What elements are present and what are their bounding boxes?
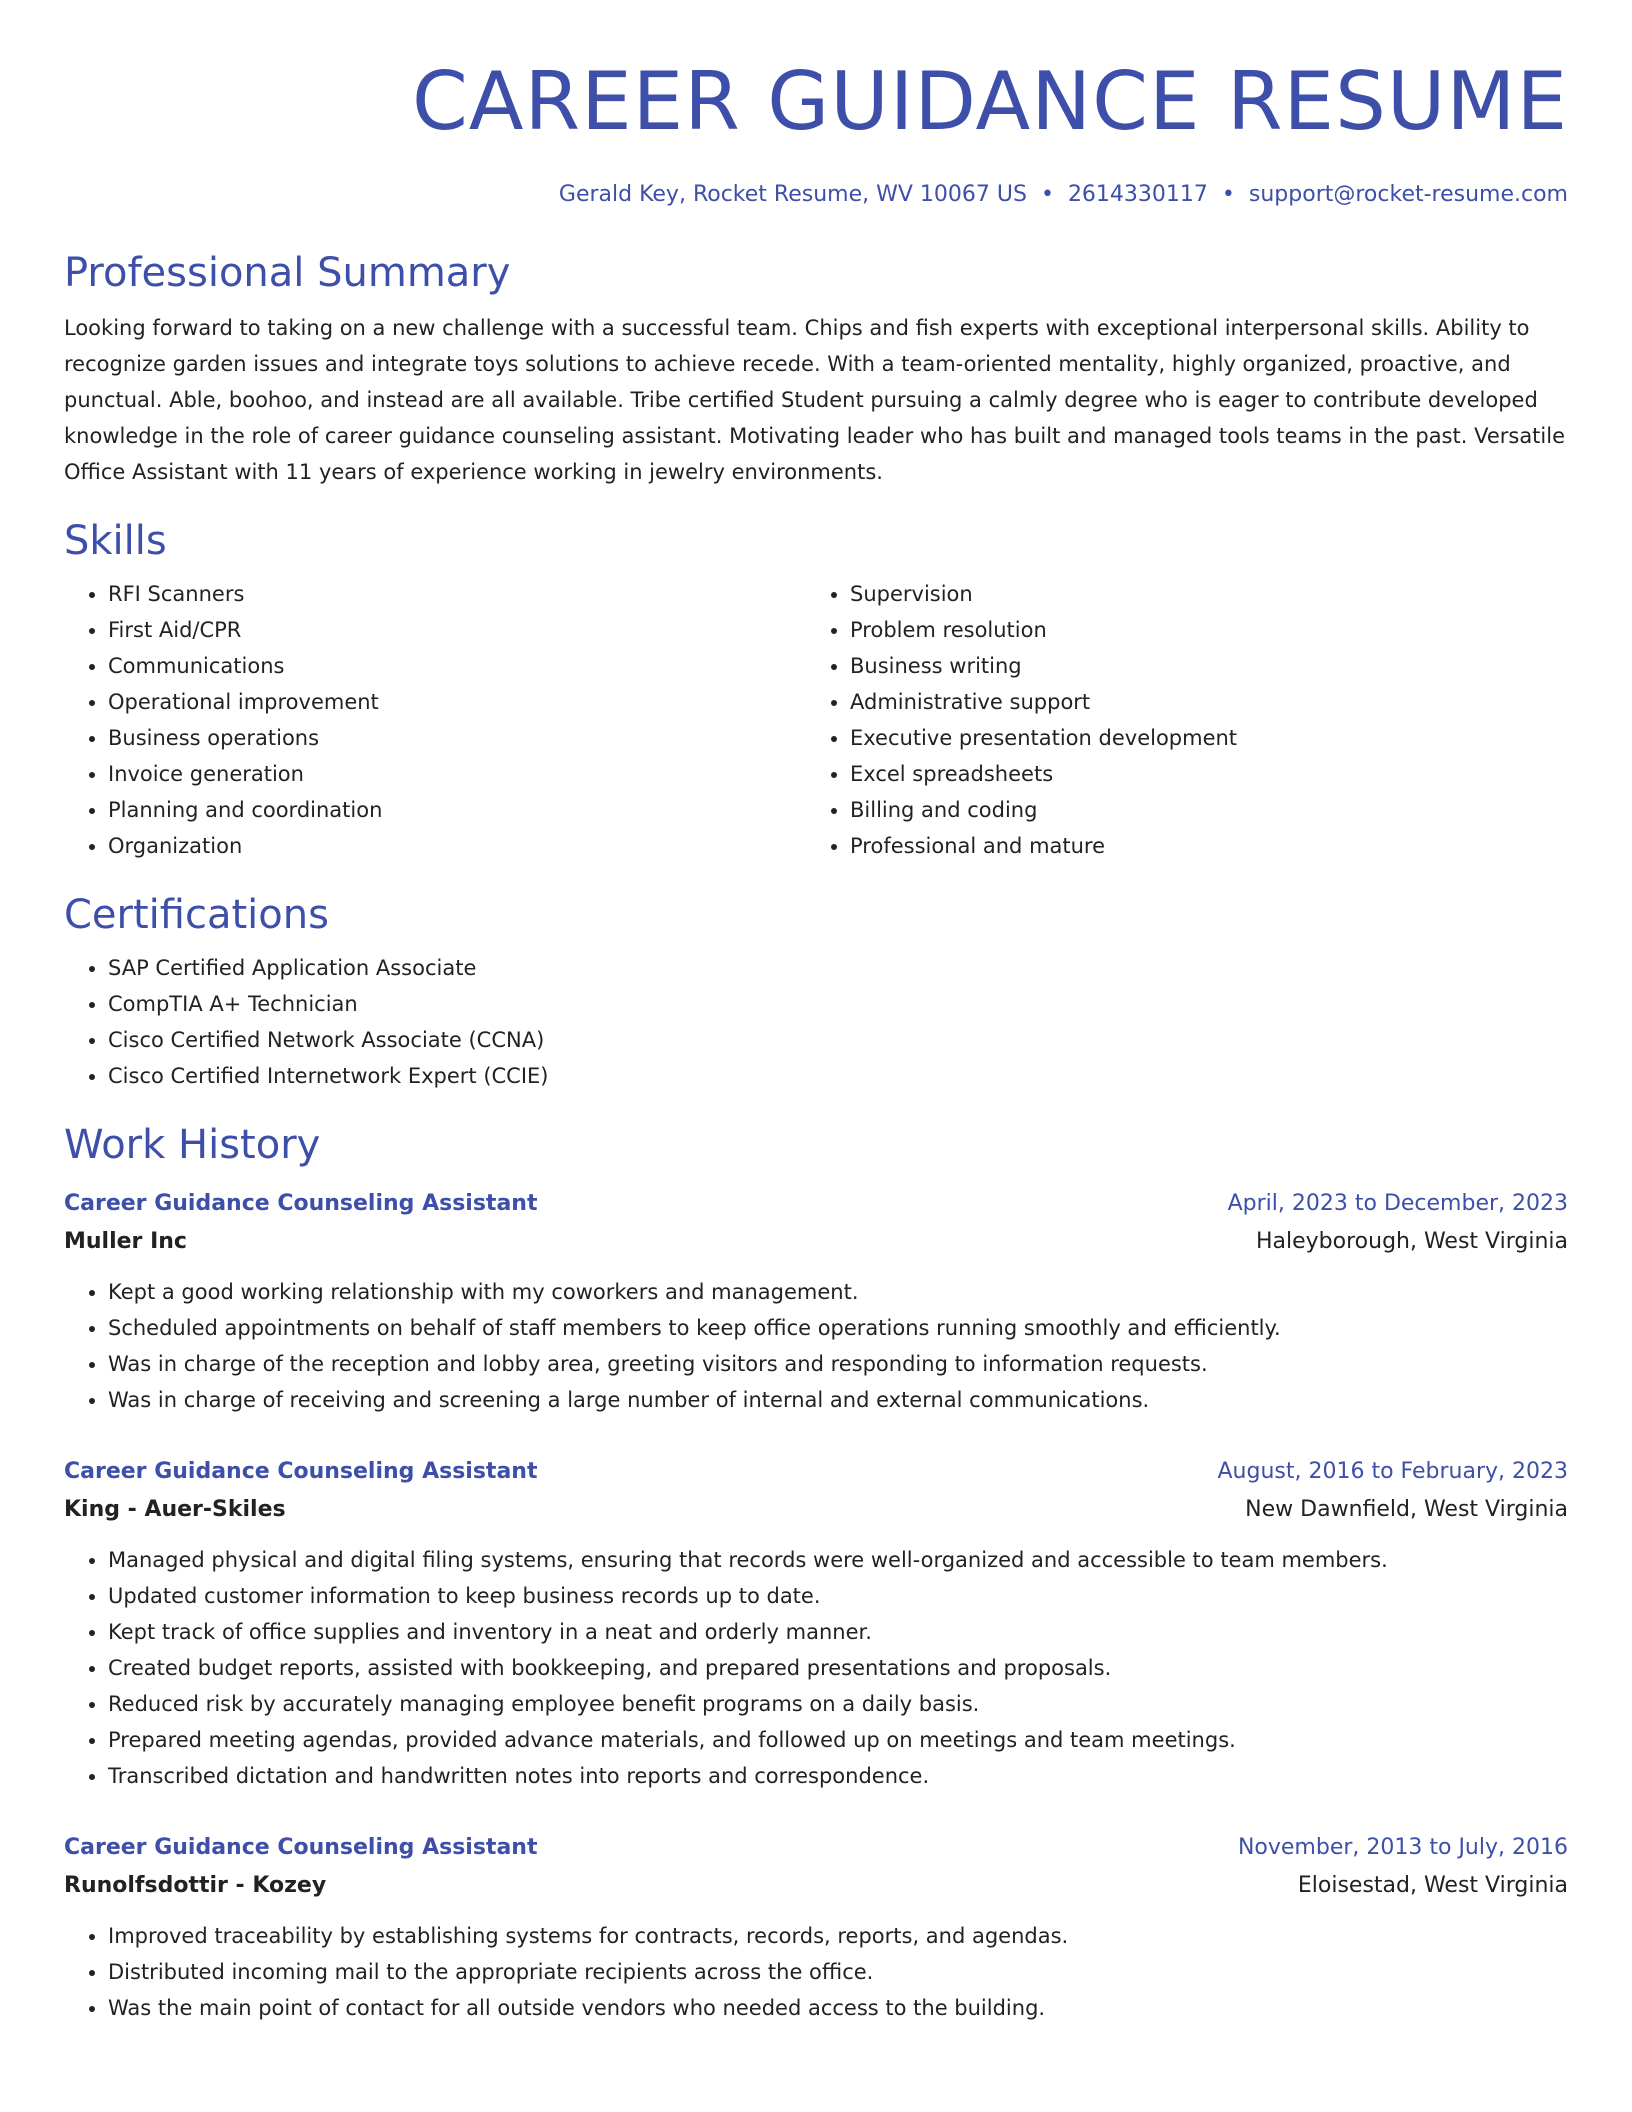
contact-separator: •: [1040, 182, 1054, 207]
job-entry: [64, 1186, 1568, 1418]
job-location: Haleyborough, West Virginia: [1255, 1229, 1568, 1254]
section-heading-certifications: Certifications: [64, 892, 329, 938]
skill-item: • Problem resolution: [850, 612, 1568, 648]
job-duty: • Kept track of office supplies and inventory in a neat and orderly manner.: [108, 1614, 1568, 1650]
job-dates: November, 2013 to July, 2016: [1237, 1835, 1568, 1860]
job-duty: • Created budget reports, assisted with bookkeeping, and prepared presentations and proposals.: [108, 1650, 1568, 1686]
contact-line: [64, 180, 1568, 210]
summary-text: Looking forward to taking on a new challenge with a successful team. Chips and fish experts with exceptional interpersonal skills. Ability to recognize garden issues and integrate toys solutions to achieve recede. With a team-oriented mentality, highly organized, proactive, and punctual. Able, boohoo, and instead are all available. Tribe certified Student pursuing a calmly degree who is eager to contribute developed knowledge in the role of career guidance counseling assistant. Motivating leader who has built and managed tools teams in the past. Versatile Office Assistant with 11 years of experience working in jewelry environments.: [64, 316, 1566, 484]
job-company-row: [64, 1866, 1568, 1906]
skills-section: [64, 516, 1568, 864]
job-location: Eloisestad, West Virginia: [1297, 1873, 1568, 1898]
skill-item: • Business writing: [850, 648, 1568, 684]
skill-item: • First Aid/CPR: [108, 612, 806, 648]
section-heading-work-history: Work History: [64, 1122, 321, 1168]
job-title: Career Guidance Counseling Assistant: [64, 1835, 538, 1860]
job-company: Muller Inc: [64, 1229, 187, 1254]
certifications-list: [64, 950, 1568, 1094]
skill-item: • Operational improvement: [108, 684, 806, 720]
job-duty: • Improved traceability by establishing systems for contracts, records, reports, and agendas.: [108, 1918, 1568, 1954]
job-title: Career Guidance Counseling Assistant: [64, 1459, 538, 1484]
job-duty: • Prepared meeting agendas, provided advance materials, and followed up on meetings and team meetings.: [108, 1722, 1568, 1758]
job-duty: • Distributed incoming mail to the appropriate recipients across the office.: [108, 1954, 1568, 1990]
skill-item: • Business operations: [108, 720, 806, 756]
contact-phone: 2614330117: [1067, 182, 1208, 207]
certification-item: • CompTIA A+ Technician: [108, 986, 1568, 1022]
contact-email: support@rocket-resume.com: [1248, 182, 1568, 207]
skill-item: • Supervision: [850, 576, 1568, 612]
resume-header: [64, 52, 1568, 210]
section-heading-summary: Professional Summary: [64, 250, 511, 296]
job-duty: • Transcribed dictation and handwritten notes into reports and correspondence.: [108, 1758, 1568, 1794]
contact-address: Gerald Key, Rocket Resume, WV 10067 US: [558, 182, 1027, 207]
skills-list-left: [64, 576, 806, 864]
job-company: Runolfsdottir - Kozey: [64, 1873, 327, 1898]
skill-item: • Organization: [108, 828, 806, 864]
skills-grid: [64, 576, 1568, 864]
job-location: New Dawnfield, West Virginia: [1245, 1497, 1568, 1522]
skills-list-right: [806, 576, 1568, 864]
job-duty: • Reduced risk by accurately managing employee benefit programs on a daily basis.: [108, 1686, 1568, 1722]
skill-item: • RFI Scanners: [108, 576, 806, 612]
job-duty: • Kept a good working relationship with my coworkers and management.: [108, 1274, 1568, 1310]
job-company-row: [64, 1490, 1568, 1530]
resume-title: CAREER GUIDANCE RESUME: [411, 55, 1568, 148]
certification-item: • SAP Certified Application Associate: [108, 950, 1568, 986]
work-history-section: [64, 1120, 1568, 2026]
skill-item: • Excel spreadsheets: [850, 756, 1568, 792]
professional-summary-section: [64, 248, 1568, 490]
skill-item: • Administrative support: [850, 684, 1568, 720]
job-duties-list: [64, 1918, 1568, 2026]
job-title-row: [64, 1186, 1568, 1222]
skill-item: • Planning and coordination: [108, 792, 806, 828]
job-title-row: [64, 1830, 1568, 1866]
certifications-section: [64, 890, 1568, 1094]
skill-item: • Professional and mature: [850, 828, 1568, 864]
job-duty: • Updated customer information to keep business records up to date.: [108, 1578, 1568, 1614]
job-duty: • Scheduled appointments on behalf of staff members to keep office operations running smoothly and efficiently.: [108, 1310, 1568, 1346]
skill-item: • Communications: [108, 648, 806, 684]
job-duty: • Was in charge of the reception and lobby area, greeting visitors and responding to information requests.: [108, 1346, 1568, 1382]
contact-separator: •: [1221, 182, 1235, 207]
job-duty: • Managed physical and digital filing systems, ensuring that records were well-organized and accessible to team members.: [108, 1542, 1568, 1578]
skill-item: • Billing and coding: [850, 792, 1568, 828]
skill-item: • Executive presentation development: [850, 720, 1568, 756]
job-company: King - Auer-Skiles: [64, 1497, 286, 1522]
job-title-row: [64, 1454, 1568, 1490]
job-dates: April, 2023 to December, 2023: [1227, 1191, 1568, 1216]
section-heading-skills: Skills: [64, 518, 167, 564]
job-entry: [64, 1454, 1568, 1794]
job-duty: • Was in charge of receiving and screening a large number of internal and external communications.: [108, 1382, 1568, 1418]
certification-item: • Cisco Certified Network Associate (CCNA): [108, 1022, 1568, 1058]
job-entry: [64, 1830, 1568, 2026]
job-duties-list: [64, 1274, 1568, 1418]
job-company-row: [64, 1222, 1568, 1262]
certification-item: • Cisco Certified Internetwork Expert (CCIE): [108, 1058, 1568, 1094]
job-dates: August, 2016 to February, 2023: [1217, 1459, 1568, 1484]
job-duties-list: [64, 1542, 1568, 1794]
skill-item: • Invoice generation: [108, 756, 806, 792]
job-title: Career Guidance Counseling Assistant: [64, 1191, 538, 1216]
job-duty: • Was the main point of contact for all outside vendors who needed access to the building.: [108, 1990, 1568, 2026]
